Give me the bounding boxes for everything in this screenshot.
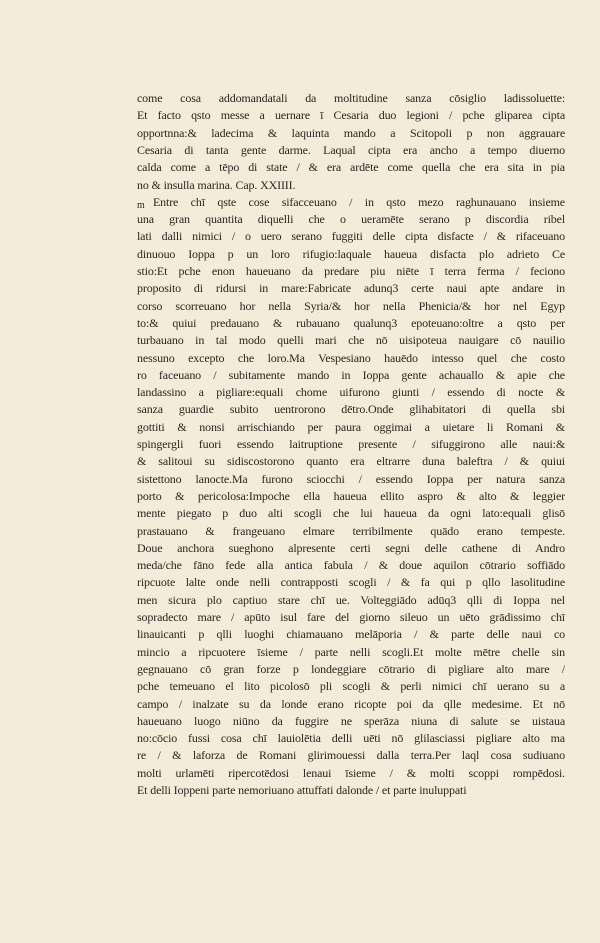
text-line: ripcuote lalte onde nelli contrapposti scogli / & fa qui p qllo lasolitudine (137, 575, 565, 589)
text-line: sanza guardie subito uentrorono dētro.Onde glihabitatori di quella sbi (137, 402, 565, 416)
text-line: nessuno excepto che loro.Ma Vespesiano hauēdo intesso quel che costo (137, 351, 565, 365)
text-line: lati dalli nimici / o uero serano fuggiti delle cipta disfacte / & rifaceuano (137, 229, 565, 243)
text-line: campo / inalzate su da londe erano ricopte poi da qlle medesime. Et nō (137, 697, 565, 711)
text-line: proposito di ridursi in mare:Fabricate adunq3 certe naui apte andare in (137, 281, 565, 295)
text-line: sopradecto mare / apūto isul fare del giorno sileuo un uēto grādissimo chī (137, 610, 565, 624)
text-line: no & insulla marina. Cap. XXIIII. (137, 178, 296, 192)
text-line: molti urlamēti ripercotēdosi lenaui īsieme / & molti scoppi rompēdosi. (137, 766, 565, 780)
text-line: turbauano in tal modo quelli mari che nō uisipoteua nauigare cō nauilio (137, 333, 565, 347)
text-line: sistettono lanocte.Ma furono sciocchi / essendo Ioppa per natura sanza (137, 472, 565, 486)
text-line: mincio a ripcuotere īsieme / parte nelli scogli.Et molte mētre chelle sin (137, 645, 565, 659)
text-line: gottiti & nonsi arrischiando per paura oggimai a uietare li Romani & (137, 420, 565, 434)
text-line: ro faceuano / subitamente mando in Ioppa gente achauallo & apie che (137, 368, 565, 382)
text-line: calda come a tēpo di state / & era ardēte come quella che era sita in pia (137, 160, 565, 174)
text-line: corso scorreuano hor nella Syria/& hor nella Phenicia/& hor nel Egyp (137, 299, 565, 313)
text-line: stio:Et pche enon haueuano da predare piu niēte ī terra ferma / feciono (137, 264, 565, 278)
text-line: to:& quiui predauano & rubauano qualunq3 epoteuano:oltre a qsto per (137, 316, 565, 330)
text-line: haueuano luogo niūno da fuggire ne sperāza niuna di salute se uistaua (137, 714, 565, 728)
text-line: linauicanti p qlli luoghi chiamauano melāporia / & parte delle naui co (137, 627, 565, 641)
text-line: men sicura plo captiuo stare chī ue. Volteggiādo adūq3 qlli di Ioppa nel (137, 593, 565, 607)
text-line: Cesaria di tanta gente darme. Laqual cipta era ancho a tempo diuerno (137, 143, 565, 157)
text-line: Et facto qsto messe a uernare ī Cesaria duo legioni / pche gliparea cipta (137, 108, 565, 122)
text-line: una gran quantita diquelli che o ueramēte serano p discordia ribel (137, 212, 565, 226)
text-line: landassino a pigliare:equali chome uifurono giunti / essendo di nocte & (137, 385, 565, 399)
text-line: gegnauano cō gran forze p londeggiare cōtrario di pigliare alto mare / (137, 662, 565, 676)
text-line: & salitoui su sidiscostorono quanto era eltrarre duna baleftra / & quiui (137, 454, 565, 468)
text-line: no:cōcio fussi cosa chī lauiolētia delli uēti nō glilasciassi pigliare alto ma (137, 731, 565, 745)
text-line: meda/che fāno fede alla antica fabula / & doue aquilon cōtrario soffiādo (137, 558, 565, 572)
text-line: opportnna:& ladecima & laquinta mando a Scitopoli p non aggrauare (137, 126, 565, 140)
text-line: Et delli Ioppeni parte nemoriuano attuffati dalonde / et parte inuluppati (137, 783, 467, 797)
text-line: mente piegato p duo alti scogli che lui haueua da ogni lato:equali glisō (137, 506, 565, 520)
text-line: pche temeuano el lito picolosō pli scogli & perli nimici chī uerano su a (137, 679, 565, 693)
text-line: Entre chī qste cose sifacceuano / in qsto mezo raghunauano insieme (153, 195, 565, 209)
text-line: come cosa addomandatali da moltitudine sanza cōsiglio ladissoluette: (137, 91, 565, 105)
text-line: Doue anchora sueghono alpresente certi segni delle cathene di Andro (137, 541, 565, 555)
text-line: re / & laforza de Romani glirimouessi dalla terra.Per laql cosa sudiuano (137, 748, 565, 762)
text-line: dinuouo Ioppa p un loro rifugio:laquale haueua disfacta plo adrieto Ce (137, 247, 565, 261)
text-line: prastauano & frangeuano elmare terribilmente quādo erano tempeste. (137, 524, 565, 538)
text-line: porto & pericolosa:Impoche ella haueua ellito aspro & alto & leggier (137, 489, 565, 503)
text-line: spingergli fuori essendo laitruptione presente / sifuggirono alle naui:& (137, 437, 565, 451)
guide-letter: m (137, 200, 145, 211)
